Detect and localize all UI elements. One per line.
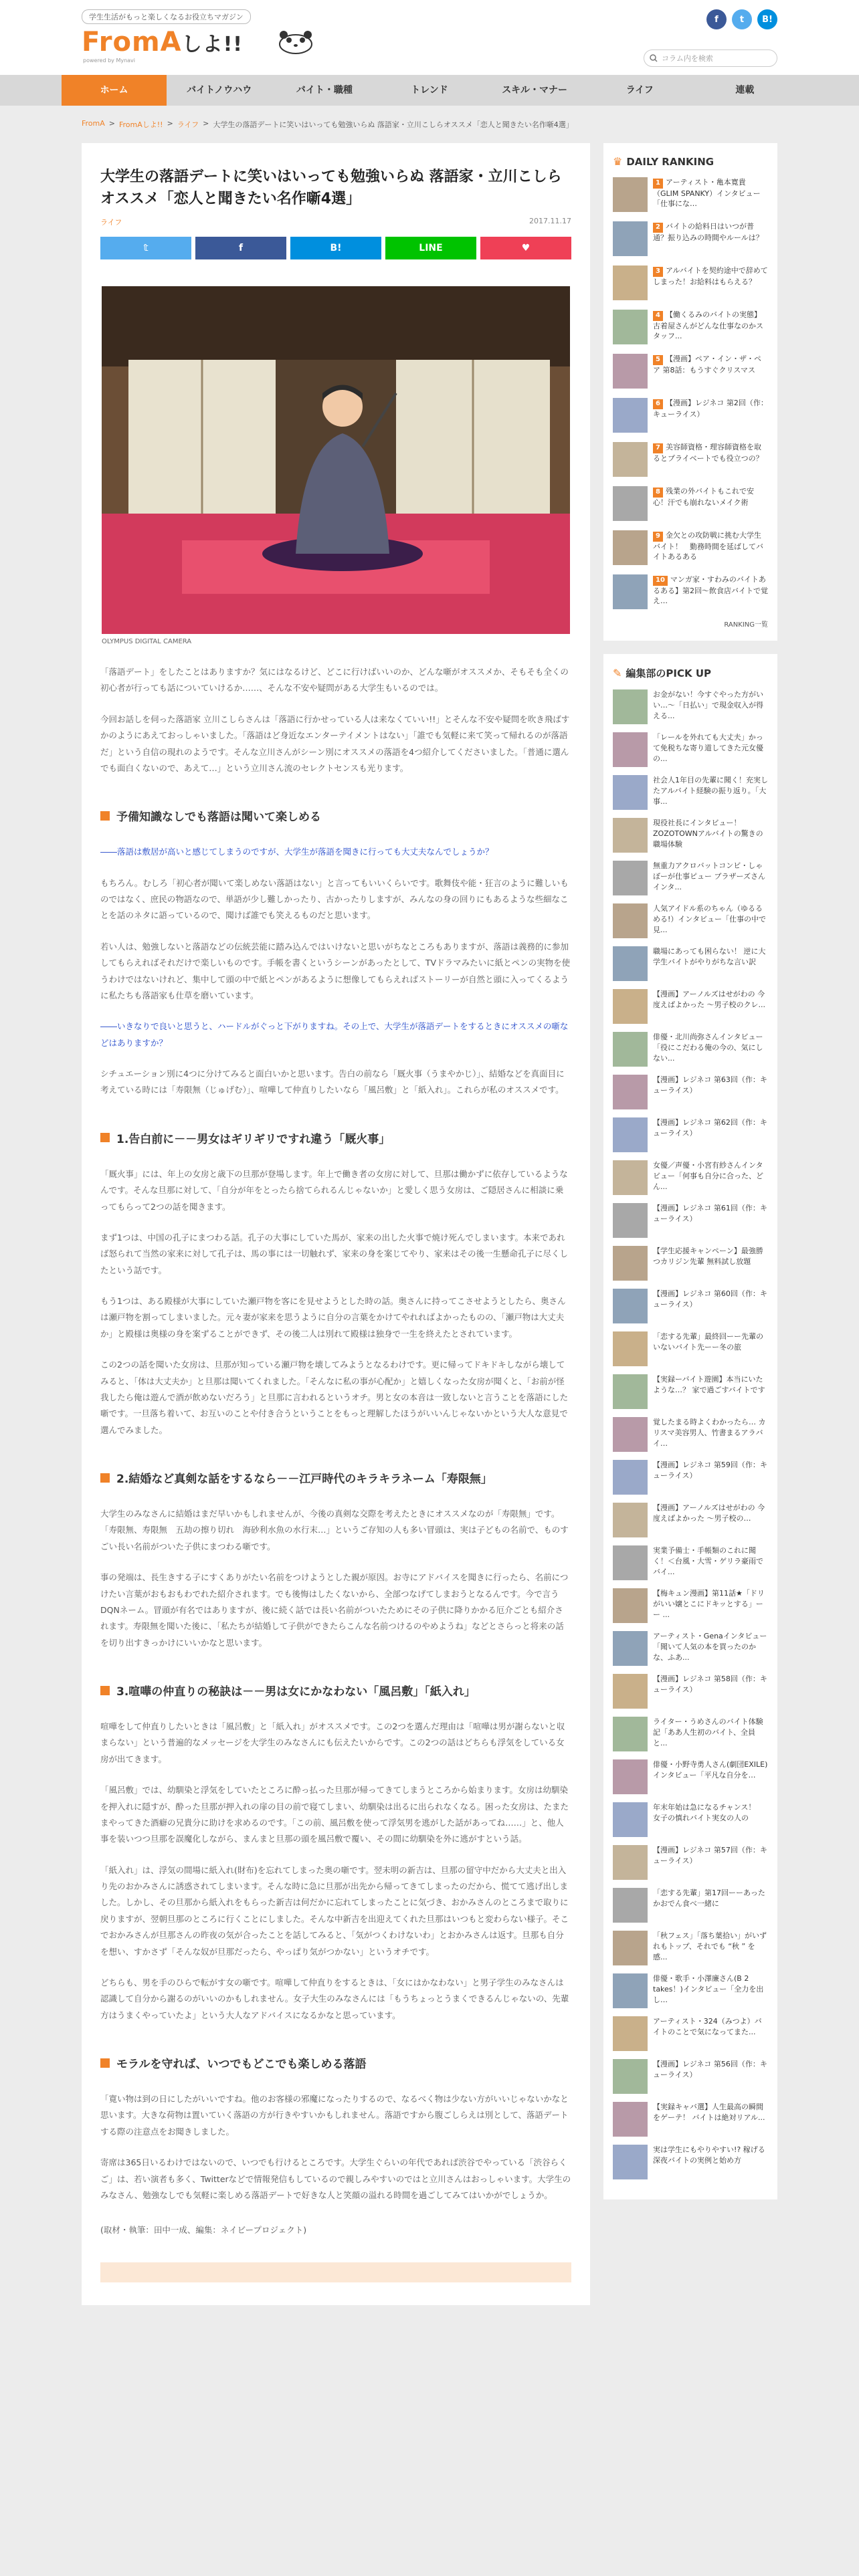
- pickup-item[interactable]: [613, 1503, 768, 1537]
- ranking-number-badge: 7: [653, 443, 663, 453]
- pickup-item[interactable]: [613, 2145, 768, 2179]
- breadcrumb-froma[interactable]: FromA: [82, 119, 105, 128]
- article-footer-bar: [100, 2262, 571, 2282]
- pickup-thumbnail: [613, 1203, 648, 1238]
- pickup-item[interactable]: [613, 1802, 768, 1837]
- ranking-item-text: [653, 265, 768, 287]
- pickup-thumbnail: [613, 1117, 648, 1152]
- article-paragraph: シチュエーション別に4つに分けてみると面白いかと思います。告白の前なら「厩火事（うまやかじ）」、結婚などを真面目に考えている時には「寿限無（じゅげむ）」、喧嘩して仲直りしたいなら「風呂敷」と「紙入れ」。これらが私のオススメです。: [100, 1069, 565, 1095]
- ranking-item-label: 【漫画】レジネコ 第2回（作：キューライス）: [653, 399, 768, 419]
- nav-item-skill-manner[interactable]: スキル・マナー: [502, 85, 568, 96]
- pickup-item[interactable]: [613, 1888, 768, 1923]
- ranking-thumbnail: [613, 574, 648, 609]
- pickup-item[interactable]: [613, 2059, 768, 2094]
- hatena-bookmark-icon[interactable]: B!: [757, 9, 777, 29]
- article-paragraph: この2つの話を聞いた女房は、旦那が知っている瀬戸物を壊してみようとなるわけです。更に帰ってドキドキしながら壊してみると、「体は大丈夫か」と旦那は聞いてくれました。「そんなに私の事が心配か」と嬉しくなった女房が聞くと、「お前が怪我したら俺は遊んで酒が飲めないだろう」と旦那に言われるというオチ。男と女の本音は一致しないと言うことを落語にした噺です。一旦落ち着いて、お互いのことや付き合うということをもっと理解したほうがいいんじゃないかという大人な意見で選んでみました。: [100, 1360, 569, 1435]
- ranking-item[interactable]: [613, 177, 768, 212]
- nav-item-baito-jobs[interactable]: バイト・職種: [296, 85, 353, 96]
- ranking-item-text: [653, 310, 768, 342]
- section-heading-text: 2.結婚など真剣な話をするなら－－江戸時代のキラキラネーム「寿限無」: [116, 1473, 492, 1486]
- ranking-item-label: アルバイトを契約途中で辞めてしまった！お給料はもらえる？: [653, 266, 768, 286]
- pickup-item[interactable]: [613, 989, 768, 1024]
- ranking-item-label: 美容師資格・理容師資格を取るとプライベートでも役立つの？: [653, 443, 763, 463]
- pickup-item-label: お金がない！今すぐやった方がいい…〜「日払い」で現金収入が得える...: [653, 690, 763, 720]
- pickup-thumbnail: [613, 1075, 648, 1109]
- pickup-thumbnail: [613, 775, 648, 810]
- pickup-thumbnail: [613, 1759, 648, 1794]
- pickup-item-label: 覚したまる時よくわかったら… カリスマ美容男人、竹書まるアラバイ…: [653, 1418, 766, 1448]
- article-paragraph: 「厩火事」には、年上の女房と歳下の旦那が登場します。年上で働き者の女房に対して、旦那は働かずに依存しているようなんです。そんな旦那に対して、「自分が年をとったら捨てられるんじゃないか」と愛しく思う女房は、ご隠居さんに相談に乗ってもらって2つの話を聞きます。: [100, 1168, 568, 1212]
- article-main: [82, 143, 590, 2305]
- article-paragraph: 喧嘩をして仲直りしたいときは「風呂敷」と「紙入れ」がオススメです。この2つを選んだ理由は「喧嘩は男が謝らないと収まらない」という普遍的なメッセージを大学生のみなさんにも伝えたいからです。この2つの話はどちらも浮気をしている女房が出てきます。: [100, 1721, 565, 1764]
- ranking-number-badge: 6: [653, 399, 663, 409]
- pickup-thumbnail: [613, 1717, 648, 1751]
- ranking-item[interactable]: [613, 486, 768, 521]
- pickup-thumbnail: [613, 1503, 648, 1537]
- nav-item-trend[interactable]: トレンド: [411, 85, 448, 96]
- article-paragraph: 「寛い物は到の日にしたがいいですね。他のお客様の邪魔になったりするので、なるべく物は少ない方がいいじゃないかなと思います。大きな荷物は置いていく落語の方が行きやすいかもしれません。落語ですから腹ごしらえは別として、落語デートする際の注意点をお聞きしました。: [100, 2094, 569, 2137]
- pickup-thumbnail: [613, 1631, 648, 1666]
- article-paragraph: 大学生のみなさんに結婚はまだ早いかもしれませんが、今後の真剣な交際を考えたときにオススメなのが「寿限無」です。「寿限無、寿限無 五劫の擦り切れ 海砂利水魚の水行末…」というご存知の人も多い冒頭は、実は子どもの名前で、ものすごい長い名前がついた子供にまつわる噺です。: [100, 1509, 569, 1551]
- heading-square-icon: [100, 1686, 110, 1695]
- ranking-number-badge: 8: [653, 488, 663, 498]
- article-paragraph: 寄席は365日いるわけではないので、いつでも行けるところです。大学生ぐらいの年代であれば渋谷でやっている「渋谷らくご」は、若い演者も多く、Twitterなどで情報発信もしているので親しみやすいのではと立川さんはおっしゃいます。大学生のみなさん、勉強なしでも気軽に楽しめる落語デートで好きな人と笑顔の溢れる時間を過ごしてみてはいかがでしょうか。: [100, 2157, 571, 2200]
- section-heading: [100, 1682, 571, 1699]
- ranking-item[interactable]: [613, 442, 768, 477]
- pickup-thumbnail: [613, 1674, 648, 1709]
- rakugo-performer-photo: [102, 286, 570, 634]
- ranking-item-label: バイトの給料日はいつが普通？振り込みの時間やルールは？: [653, 222, 763, 242]
- article-paragraph: もちろん。むしろ「初心者が聞いて楽しめない落語はない」と言ってもいいくらいです。歌舞伎や能・狂言のように難しいものではなく、庶民の物語なので、単語が少し難しかったり、古かったりしますが、みんなの身の回りにもあるような些細なことを話のネタに語っているので、聞けば誰でも笑えるものだと思います。: [100, 877, 569, 921]
- interview-question: ――いきなりで良いと思うと、ハードルがぐっと下がりますね。その上で、大学生が落語デートをするときにオススメの噺などはありますか？: [100, 1021, 569, 1048]
- pickup-item[interactable]: [613, 1588, 768, 1623]
- pickup-item-label: 実業予備士・手帳類のこれに聞く！＜台風・大雪・ゲリラ豪雨でバイ...: [653, 1546, 763, 1576]
- breadcrumb-current: 大学生の落語デートに笑いはいっても勉強いらぬ 落語家・立川こしらオススメ「恋人と聞きたい名作噺4選」: [213, 120, 573, 129]
- search-icon: [650, 54, 658, 62]
- ranking-item-text: [653, 354, 768, 375]
- ranking-item-label: 残業の外バイトもこれで安心！汗でも崩れないメイク術: [653, 487, 754, 507]
- breadcrumb-separator: >: [108, 119, 115, 128]
- pickup-item[interactable]: [613, 1631, 768, 1666]
- pickup-thumbnail: [613, 2102, 648, 2137]
- ranking-item-text: [653, 574, 768, 607]
- ranking-title: DAILY RANKING: [626, 155, 714, 168]
- article-paragraph: もう1つは、ある殿様が大事にしていた瀬戸物を客にを見せようとした時の話。奥さんに持ってこさせようとしたら、奥さんは瀬戸物を割ってしまいました。元々妻が家来を思うように自分の言葉をかけてやれればよかったものの、「瀬戸物は大丈夫か」と殿様は奥様の身を案ずることができず、その後二人は別れて殿様は独身で一生を終えたとされています。: [100, 1296, 566, 1339]
- ranking-item[interactable]: [613, 398, 768, 433]
- pickup-item[interactable]: [613, 1374, 768, 1409]
- pickup-item-label: 【漫画】レジネコ 第60回（作：キューライス）: [653, 1289, 767, 1309]
- pickup-item[interactable]: [613, 1545, 768, 1580]
- section-heading: [100, 807, 571, 824]
- pickup-item-label: ライター・うめさんのバイト体験記「ああ人生初のバイト、全員と...: [653, 1717, 763, 1747]
- article-paragraph: 「風呂敷」では、幼馴染と浮気をしていたところに酔っ払った旦那が帰ってきてしまうところから始まります。女房は幼馴染を押入れに隠すが、酔った旦那が押入れの扉の目の前で寝てしまい、幼馴染は出るに出られなくなる。困った女房は、たまたまやってきた酒癖の兄貴分に助けを求めるのです。「この前、風呂敷を使って浮気男を逃がした話があってね……」と、他人事を装いつつ旦那を誤魔化しながら、まんまと旦那の頭を風呂敷で覆い、その間に幼馴染を外に逃がすという話。: [100, 1785, 569, 1844]
- pickup-item-label: 「レールを外れても大丈夫」かって免税ちな寄り道してきた元女優の...: [653, 733, 763, 763]
- pickup-item[interactable]: [613, 1417, 768, 1452]
- site-header: [0, 0, 859, 75]
- ranking-item-label: アーティスト・亀本寛貴（GLIM SPANKY）インタビュー「仕事にな…: [653, 178, 761, 209]
- ranking-item-text: [653, 442, 768, 463]
- pickup-thumbnail: [613, 1845, 648, 1880]
- pickup-item-label: 女優／声優・小宮有紗さんインタビュー「何事も自分に合った、どん...: [653, 1161, 763, 1191]
- pickup-item-label: 【漫画】レジネコ 第56回（作：キューライス）: [653, 2060, 767, 2079]
- search-input[interactable]: [644, 49, 777, 67]
- ranking-item-text: [653, 486, 768, 508]
- intro-paragraph: 「落語デート」をしたことはありますか？気にはなるけど、どこに行けばいいのか、どんな噺がオススメか、そもそも全くの初心者が行っても話についていけるか……、そんな不安や疑問がある大学生もいるのでは。: [100, 667, 569, 693]
- pickup-item-label: 俳優・小野寺勇人さん(劇団EXILE)インタビュー「平凡な自分を…: [653, 1760, 768, 1780]
- hero-image: [102, 286, 570, 634]
- interview-question: ――落語は敷居が高いと感じてしまうのですが、大学生が落語を聞きに行っても大丈夫なんでしょうか？: [100, 847, 494, 857]
- share-hatena-button[interactable]: B!: [290, 237, 381, 259]
- article-category[interactable]: ライフ: [100, 218, 122, 227]
- pickup-item[interactable]: [613, 689, 768, 724]
- pickup-title: 編集部のPICK UP: [626, 667, 712, 679]
- image-caption: OLYMPUS DIGITAL CAMERA: [102, 638, 192, 645]
- pickup-item-label: 俳優・北川尚弥さんインタビュー「役にこだわる俺の今の、気にしない...: [653, 1033, 763, 1063]
- pickup-item-label: 実は学生にもやりやすい!? 稼げる深夜バイトの実例と始め方: [653, 2145, 765, 2165]
- site-tagline: 学生生活がもっと楽しくなるお役立ちマガジン: [82, 9, 251, 24]
- pickup-thumbnail: [613, 1888, 648, 1923]
- pickup-item[interactable]: [613, 1160, 768, 1195]
- breadcrumb-froma-shiyo[interactable]: FromAしよ!!: [119, 120, 163, 129]
- ranking-item[interactable]: [613, 530, 768, 565]
- pickup-item-label: アーティスト・Genaインタビュー「聞いて人気の本を買ったのかな、ふあ...: [653, 1632, 767, 1662]
- pickup-item-label: 【漫画】レジネコ 第57回（作：キューライス）: [653, 1846, 767, 1865]
- pickup-item[interactable]: [613, 946, 768, 981]
- ranking-item-text: [653, 177, 768, 209]
- pickup-thumbnail: [613, 1417, 648, 1452]
- article-credit: (取材・執筆：田中一成、編集：ネイビープロジェクト): [100, 2225, 307, 2236]
- pickup-item-label: 社会人1年目の先輩に聞く！充実したアルバイト経験の振り返り。「大事...: [653, 776, 768, 806]
- share-buttons: [100, 237, 571, 259]
- breadcrumb-separator: >: [203, 119, 209, 128]
- ranking-item-label: 【漫画】ペア・イン・ザ・ペア 第8話：もうすぐクリスマス: [653, 354, 761, 374]
- pickup-item[interactable]: [613, 1289, 768, 1323]
- pickup-item[interactable]: [613, 1674, 768, 1709]
- ranking-thumbnail: [613, 177, 648, 212]
- pickup-item[interactable]: [613, 1973, 768, 2008]
- section-heading-text: 1.告白前に－－男女はギリギリですれ違う「厩火事」: [116, 1132, 391, 1146]
- article-date: 2017.11.17: [529, 217, 571, 225]
- article-paragraph: どちらも、男を手のひらで転がす女の噺です。喧嘩して仲直りをするときは、「女にはかなわない」と男子学生のみなさんは認識して自分から謝るのがいいのかもしれません。女子大生のみなさんには「もうちょっとうまくできるんじゃないの、先輩方はうまくやっていたよ」という大人なアドバイスになるかなと思っています。: [100, 1977, 569, 2020]
- pickup-item[interactable]: [613, 732, 768, 767]
- pickup-item-label: 【漫画】レジネコ 第63回（作：キューライス）: [653, 1075, 767, 1095]
- pickup-thumbnail: [613, 903, 648, 938]
- ranking-item[interactable]: [613, 310, 768, 344]
- facebook-icon[interactable]: f: [706, 9, 727, 29]
- pickup-thumbnail: [613, 2059, 648, 2094]
- pickup-thumbnail: [613, 1374, 648, 1409]
- pickup-thumbnail: [613, 1331, 648, 1366]
- ranking-thumbnail: [613, 530, 648, 565]
- section-heading-text: 3.喧嘩の仲直りの秘訣は－－男は女にかなわない「風呂敷」「紙入れ」: [116, 1685, 476, 1699]
- pickup-thumbnail: [613, 732, 648, 767]
- pickup-item[interactable]: [613, 903, 768, 938]
- ranking-item[interactable]: [613, 265, 768, 300]
- pickup-thumbnail: [613, 1973, 648, 2008]
- pickup-thumbnail: [613, 1802, 648, 1837]
- pickup-thumbnail: [613, 1931, 648, 1965]
- twitter-icon[interactable]: t: [732, 9, 752, 29]
- nav-item-home[interactable]: ホーム: [62, 75, 167, 106]
- ranking-more-link[interactable]: RANKING一覧: [724, 621, 768, 629]
- pickup-thumbnail: [613, 818, 648, 853]
- pickup-item[interactable]: [613, 1460, 768, 1495]
- pickup-item[interactable]: [613, 1845, 768, 1880]
- section-heading: [100, 1130, 571, 1146]
- pickup-item[interactable]: [613, 775, 768, 810]
- pickup-item[interactable]: [613, 1117, 768, 1152]
- pickup-item[interactable]: [613, 2016, 768, 2051]
- pickup-item-label: 無重力アクロバットコンビ・しゃぼーが仕事ピュー ブラザーズさんインタ...: [653, 861, 765, 891]
- section-heading-text: 予備知識なしでも落語は聞いて楽しめる: [116, 811, 321, 825]
- pickup-item-label: 【漫画】アーノルズはせがわの 今度えばよかった 〜男子校のクレ...: [653, 990, 765, 1009]
- pickup-thumbnail: [613, 1460, 648, 1495]
- pickup-item[interactable]: [613, 1759, 768, 1794]
- intro-paragraph: 今回お話しを伺った落語家 立川こしらさんは「落語に行かせっている人は来なくていい!!」とそんな不安や疑問を吹き飛ばすかのようにあえておっしゃいました。「落語はど身近なエンターテイメントはない」「誰でも気軽に来て笑って帰れるのが落語だ」という自信の現れのようです。そんな立川さんがシーン別にオススメの落語を4つ紹介してくださいました。「普通に選んでも面白くないので、あえて…」という立川さん流のセレクトセンスも光ります。: [100, 714, 570, 773]
- heading-square-icon: [100, 811, 110, 821]
- pickup-item-label: アーティスト・324（みつよ）バイトのことで気になってまた...: [653, 2017, 762, 2036]
- pickup-thumbnail: [613, 689, 648, 724]
- pickup-thumbnail: [613, 2145, 648, 2179]
- pickup-widget: [603, 654, 777, 2199]
- pickup-thumbnail: [613, 1588, 648, 1623]
- pickup-thumbnail: [613, 1289, 648, 1323]
- sidebar: [603, 143, 777, 2199]
- share-pocket-button[interactable]: ♥: [480, 237, 571, 259]
- ranking-thumbnail: [613, 354, 648, 389]
- heading-square-icon: [100, 1133, 110, 1142]
- ranking-number-badge: 1: [653, 179, 663, 189]
- logo-main-text: FromA: [82, 27, 182, 58]
- share-line-button[interactable]: LINE: [385, 237, 476, 259]
- pickup-item[interactable]: [613, 1246, 768, 1281]
- social-links: [706, 9, 777, 29]
- pickup-item-label: 【梅キュン漫画】第11話★「ドリがいい嬢とこにドキッとする」ーー ...: [653, 1589, 765, 1619]
- site-logo[interactable]: [82, 27, 243, 58]
- pickup-item-label: 「秋フェス」「落ち葉拾い」がいずれもトップ、それでも “秋 ” を 感...: [653, 1931, 767, 1961]
- article-paragraph: 若い人は、勉強しないと落語などの伝統芸能に踏み込んではいけないと思いがちなところもありますが、落語は義務的に参加してもらえればそれだけで楽しいものです。手帳を書くというシーンがあったとして、TVドラマみたいに紙とペンの実物を使うわけではないけれど、集中して頭の中で紙とペンがあるように想像してもらえればストーリーが自然と頭に入ってくるように私たちも落語家も仕草を磨いています。: [100, 941, 571, 1000]
- breadcrumb-life[interactable]: ライフ: [177, 120, 199, 129]
- nav-item-baito-knowhow[interactable]: バイトノウハウ: [187, 85, 252, 96]
- section-heading-text: モラルを守れば、いつでもどこでも楽しめる落語: [116, 2058, 367, 2071]
- logo-sub-text: しよ!!: [181, 33, 243, 56]
- crown-icon: ♛: [613, 155, 623, 168]
- ranking-thumbnail: [613, 442, 648, 477]
- breadcrumb-separator: >: [167, 119, 173, 128]
- pickup-item[interactable]: [613, 1075, 768, 1109]
- section-heading: [100, 2054, 571, 2071]
- ranking-thumbnail: [613, 398, 648, 433]
- pickup-thumbnail: [613, 1160, 648, 1195]
- pickup-item[interactable]: [613, 1203, 768, 1238]
- pickup-item-label: 年末年始は急になるチャンス！ 女子の慎れバイト実女の人の: [653, 1803, 763, 1822]
- article-paragraph: まず1つは、中国の孔子にまつわる話。孔子の大事にしていた馬が、家来の出した火事で焼け死んでしまいます。本来であれば怒られて当然の家来に対して孔子は、馬の事には一切触れず、家来の身を案じてやり、家来はその後一生懸命孔子に尽くしたという話です。: [100, 1232, 569, 1275]
- ranking-thumbnail: [613, 221, 648, 256]
- pickup-item-label: 【漫画】レジネコ 第62回（作：キューライス）: [653, 1118, 767, 1138]
- ranking-item-label: 金欠との攻防戦に挑む大学生バイト！ 勤務時間を延ばしてバイトあるある: [653, 531, 763, 562]
- logo-powered-by: powered by Mynavi: [83, 58, 136, 64]
- pickup-item-label: 【学生応援キャンペーン】最強勝つカリジン先輩 無料試し放題: [653, 1247, 763, 1266]
- pickup-thumbnail: [613, 1032, 648, 1067]
- pickup-icon: ✎: [613, 667, 622, 679]
- ranking-item-text: [653, 530, 768, 562]
- ranking-item[interactable]: [613, 574, 768, 609]
- ranking-number-badge: 4: [653, 311, 663, 321]
- pickup-thumbnail: [613, 2016, 648, 2051]
- pickup-item-label: 現役社長にインタビュー！ZOZOTOWNアルバイトの驚きの職場体験: [653, 819, 763, 849]
- pickup-thumbnail: [613, 989, 648, 1024]
- nav-item-life[interactable]: ライフ: [626, 85, 654, 96]
- search-placeholder: コラム内を検索: [662, 54, 713, 63]
- pickup-item[interactable]: [613, 2102, 768, 2137]
- pickup-item-label: 俳優・歌手・小澤廉さん(B 2 takes！)インタビュー「全力を出し…: [653, 1974, 764, 2004]
- pickup-item-label: 【漫画】レジネコ 第58回（作：キューライス）: [653, 1675, 767, 1694]
- pickup-item[interactable]: [613, 1717, 768, 1751]
- ranking-item-label: 【働くるみのバイトの実態】古着屋さんがどんな仕事なのかスタッフ...: [653, 310, 763, 341]
- pickup-item[interactable]: [613, 861, 768, 895]
- pickup-item-label: 「恋する先輩」最終回ーー先輩のいないバイト先ーー冬の旅: [653, 1332, 763, 1352]
- nav-item-series[interactable]: 連載: [735, 85, 755, 96]
- article-title: 大学生の落語デートに笑いはいっても勉強いらぬ 落語家・立川こしらオススメ「恋人と聞きたい名作噺4選」: [100, 169, 562, 207]
- ranking-thumbnail: [613, 310, 648, 344]
- ranking-number-badge: 2: [653, 223, 663, 233]
- pickup-item-label: 【漫画】レジネコ 第59回（作：キューライス）: [653, 1461, 767, 1480]
- ranking-item-label: マンガ家・すわみのバイトあるある】第2回～飲食店バイトで覚え…: [653, 575, 768, 606]
- ranking-thumbnail: [613, 265, 648, 300]
- heading-square-icon: [100, 2058, 110, 2068]
- pickup-item[interactable]: [613, 1331, 768, 1366]
- ranking-number-badge: 9: [653, 532, 663, 542]
- ranking-widget: [603, 143, 777, 641]
- pickup-item[interactable]: [613, 1032, 768, 1067]
- ranking-item[interactable]: [613, 221, 768, 256]
- panda-mascot-icon: [276, 24, 316, 55]
- pickup-thumbnail: [613, 1246, 648, 1281]
- article-paragraph: 「紙入れ」は、浮気の間場に紙入れ(財布)を忘れてしまった奥の噺です。翌未明の新吉は、旦那の留守中だから大丈夫と出入り先のおかみさんに誘惑されてしまいます。そんな時に急に旦那が出先から帰ってきてしまったのだから、慌てて逃げ出しました。しかし、その旦那から紙入れをもらった新吉は何だかに忘れてしまったことに気づき、おかみさんのところまで取りに戻りますが、翌朝旦那のところに行くことにしました。そんな中新吉を出迎えてくれた旦那はいつもと変わらない様子。そこでおかみさんが旦那さんの昨夜の気が合ったことを話してみると、「気がつくわけないわ」とおかみさんは返す。旦那も自分を想い、すかさず「そんな奴が旦那だったら、やっぱり気がつかない」というオチです。: [100, 1864, 569, 1957]
- heading-square-icon: [100, 1473, 110, 1483]
- pickup-item-label: 【実録ーバイト遊園】本当にいたような…？ 家で過ごすバイトです: [653, 1375, 765, 1394]
- pickup-item[interactable]: [613, 818, 768, 853]
- pickup-item-label: 【漫画】レジネコ 第61回（作：キューライス）: [653, 1204, 767, 1223]
- pickup-thumbnail: [613, 1545, 648, 1580]
- pickup-thumbnail: [613, 861, 648, 895]
- ranking-number-badge: 10: [653, 576, 668, 586]
- pickup-item-label: 【実録キャバ選】人生最高の瞬間をゲーテ！ バイトは絶対リアル...: [653, 2103, 765, 2122]
- breadcrumb: [62, 106, 797, 143]
- ranking-thumbnail: [613, 486, 648, 521]
- pickup-item-label: 【漫画】アーノルズはせがわの 今度えばよかった 〜男子校の…: [653, 1503, 765, 1523]
- pickup-item[interactable]: [613, 1931, 768, 1965]
- pickup-item-label: 職場にあっても困らない！ 逆に大学生バイトがやりがちな言い訳: [653, 947, 766, 966]
- article-paragraph: 事の発端は、長生きする子にすくありがたい名前をつけようとした親が原因。お寺にアドバイスを聞きに行ったら、名前につけたい言葉がおもおもわでれた紹介されます。でも後悔はしたくないから、全部つなげてしまおうとなるんです。今で言うDQNネーム。冒頭が有名ではありますが、後に続く話では長い名前がついたためにその子供に降りかかる厄介ごとも紹介されます。寿限無を聞いた後に、「私たちが結婚して子供ができたらこんな名前つけるのやめようね」などとさらっと将来の話を切り出すきっかけにいいかなと思います。: [100, 1572, 569, 1648]
- pickup-thumbnail: [613, 946, 648, 981]
- ranking-item-text: [653, 398, 768, 419]
- ranking-item-text: [653, 221, 768, 243]
- ranking-item[interactable]: [613, 354, 768, 389]
- global-nav: [0, 75, 859, 106]
- pickup-item-label: 人気アイドル系のちゃん（ゆるるめる!）インタビュー「仕事の中で見...: [653, 904, 766, 934]
- section-heading: [100, 1469, 571, 1486]
- pickup-item-label: 「恋する先輩」第17回ーーあったかおでん食べ一緒に: [653, 1889, 765, 1908]
- ranking-number-badge: 3: [653, 267, 663, 277]
- share-twitter-button[interactable]: 𝕥: [100, 237, 191, 259]
- share-facebook-button[interactable]: f: [195, 237, 286, 259]
- ranking-number-badge: 5: [653, 355, 663, 365]
